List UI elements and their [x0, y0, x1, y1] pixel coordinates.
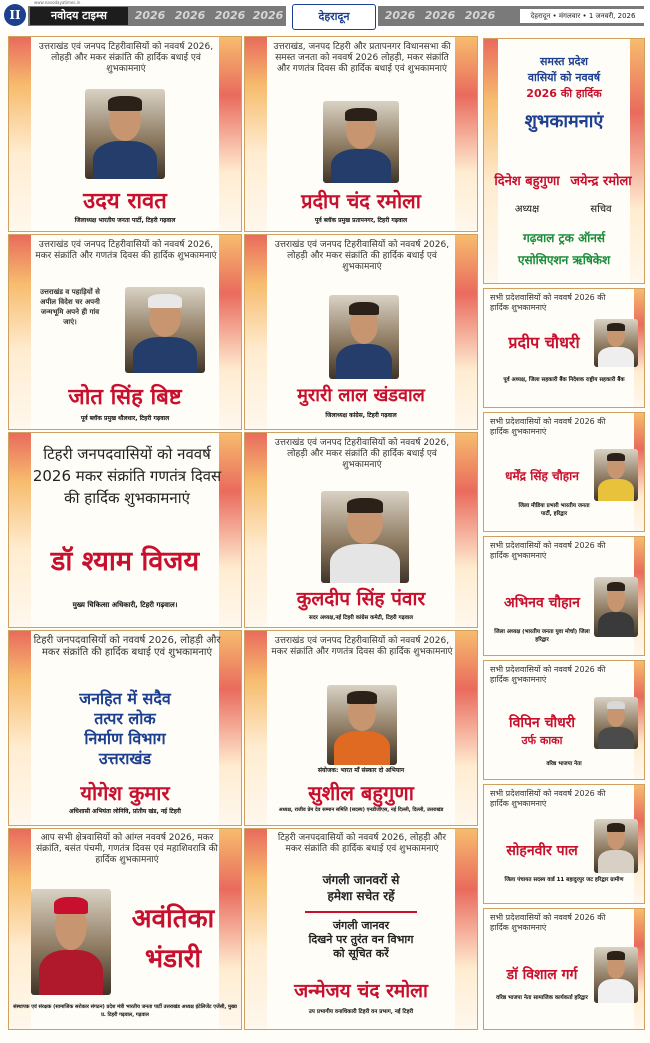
slogan-line: जनहित में सदैव: [79, 689, 171, 708]
person-name: सुशील बहुगुणा: [308, 781, 414, 805]
person-role: अध्यक्ष: [514, 204, 540, 215]
person-photo: [329, 295, 399, 379]
person-photo: [85, 89, 165, 179]
person-photo: [594, 819, 638, 873]
year-badge: 2026: [464, 9, 496, 22]
masthead-title: नवोदय टाइम्स: [30, 7, 128, 25]
person-name: जयेन्द्र रमोला: [570, 174, 632, 189]
person-designation: जिला पंचायत सदस्य वार्ड 11 बहादुरपुर जट हरिद्वार ग्रामीण: [504, 877, 624, 883]
greeting-ad: [483, 288, 645, 408]
slogan-line: निर्माण विभाग: [84, 729, 166, 748]
slogan-line: तत्पर लोक: [94, 709, 156, 728]
person-designation: अधिशासी अभियंता लोनिवि, प्रांतीय खंड, नई टिहरी: [69, 808, 181, 815]
page-header: [0, 0, 650, 32]
organization-name: एसोसिएशन ऋषिकेश: [517, 253, 611, 267]
greeting-message: आप सभी क्षेत्रवासियों को आंग्ल नववर्ष 2026, मकर संक्रांति, बसंत पंचमी, गणतंत्र दिवस एवं महाशिवरात्रि की हार्दिक शुभकामनाएं: [36, 833, 218, 865]
person-designation: जिलाध्यक्ष कांग्रेस, टिहरी गढ़वाल: [325, 412, 397, 419]
truck-association-ad: [483, 38, 645, 284]
person-photo: [31, 889, 111, 995]
greeting-message: सभी प्रदेशवासियों को नववर्ष 2026 की हार्दिक शुभकामनाएं: [490, 293, 606, 312]
greeting-ad: [483, 908, 645, 1030]
greeting-ad: [483, 784, 645, 904]
lantern-decoration: [9, 829, 31, 1029]
person-name: मुरारी लाल खंडवाल: [297, 385, 425, 406]
person-designation: उप प्रभागीय वनाधिकारी टिहरी वन प्रभाग, नई टिहरी: [308, 1009, 414, 1015]
greeting-ad: [244, 234, 478, 430]
greeting-message: उत्तराखंड एवं जनपद टिहरीवासियों को नववर्ष 2026, लोहड़ी और मकर संक्रांति की हार्दिक बधाई एवं शुभकामनाएं: [38, 42, 214, 74]
person-name: अवंतिका: [131, 904, 215, 934]
greeting-message: सभी प्रदेशवासियों को नववर्ष 2026 की हार्दिक शुभकामनाएं: [490, 541, 606, 560]
year-badge: 2026: [214, 9, 246, 22]
website-url: www.navodayatimes.in: [34, 0, 81, 5]
greeting-message: उत्तराखंड, जनपद टिहरी और प्रतापनगर विधानसभा की समस्त जनता को नववर्ष 2026 लोहड़ी, मकर संक्रांति और गणतंत्र दिवस की हार्दिक बधाई एवं शुभकामनाएं: [273, 42, 451, 74]
greeting-message: टिहरी जनपदवासियों को नववर्ष 2026 मकर संक्रांति गणतंत्र दिवस की हार्दिक शुभकामनाएं: [32, 445, 222, 507]
person-photo: [594, 577, 638, 637]
person-photo: [321, 491, 409, 583]
headline-line: समस्त प्रदेश: [540, 55, 588, 68]
person-name: दिनेश बहुगुणा: [494, 174, 560, 189]
person-photo: [323, 101, 399, 183]
person-designation: जिलाध्यक्ष भारतीय जनता पार्टी, टिहरी गढ़वाल: [74, 217, 176, 224]
person-photo: [594, 697, 638, 749]
greeting-message: सभी प्रदेशवासियों को नववर्ष 2026 की हार्दिक शुभकामनाएं: [490, 789, 606, 808]
person-designation: मुख्य चिकित्सा अधिकारी, टिहरी गढ़वाल।: [72, 601, 178, 609]
person-photo: [125, 287, 205, 373]
section-title: देहरादून: [292, 4, 376, 30]
person-name: सोहनवीर पाल: [506, 843, 578, 859]
person-designation: वरिष्ठ भाजपा नेता: [546, 761, 582, 767]
year-badge: 2026: [174, 9, 206, 22]
person-name: धर्मेंद्र सिंह चौहान: [505, 469, 579, 483]
greeting-ad: [8, 630, 242, 826]
person-designation: पूर्व ब्लॉक प्रमुख प्रतापनगर, टिहरी गढ़वाल: [314, 217, 408, 224]
slogan-line: दिखने पर तुरंत वन विभाग: [308, 933, 414, 946]
person-designation: पूर्व ब्लॉक प्रमुख थौलधार, टिहरी गढ़वाल: [80, 415, 170, 422]
person-designation: जिला अध्यक्ष (भारतीय जनता युवा मोर्चा) जिला हरिद्वार: [494, 629, 590, 643]
person-name: जन्मेजय चंद रमोला: [294, 980, 428, 1002]
person-name: डॉ श्याम विजय: [50, 546, 200, 577]
person-name: डॉ विशाल गर्ग: [506, 967, 578, 983]
greeting-message: सभी प्रदेशवासियों को नववर्ष 2026 की हार्दिक शुभकामनाएं: [490, 665, 606, 684]
year-badge: 2026: [134, 9, 166, 22]
person-designation: अध्यक्ष, राजीव प्रेम देव सम्मान समिति (सदस्य) एनडीजीएस, नई दिल्ली, दिल्ली, उत्तराखंड: [278, 807, 444, 813]
organization-name: गढ़वाल ट्रक ऑनर्स: [522, 231, 606, 245]
person-name: उदय रावत: [83, 188, 167, 214]
headline-line: 2026 की हार्दिक: [526, 87, 602, 100]
person-name: अभिनव चौहान: [504, 595, 580, 611]
photo-caption: संयोजक: भारत माँ संस्कार दो अभियान: [317, 767, 405, 774]
greeting-message: उत्तराखंड एवं जनपद टिहरीवासियों को नववर्ष 2026, मकर संक्रांति और गणतंत्र दिवस की हार्दिक शुभकामनाएं: [271, 636, 453, 657]
person-designation: संस्थापक एवं संरक्षक (सामाजिक सरोकार संगठन) प्रदेश मंत्री भारतीय जनता पार्टी उत्तराखंड अध्यक्ष इंटेलिजेंट एजेंसी, मुख्य प्र. टिहरी गढ़वाल, गढ़वाल: [13, 1004, 237, 1018]
greeting-ad: [8, 36, 242, 232]
lantern-decoration: [9, 433, 31, 627]
greeting-ad: [8, 432, 242, 628]
greeting-message: सभी प्रदेशवासियों को नववर्ष 2026 की हार्दिक शुभकामनाएं: [490, 417, 606, 436]
slogan-line: हमेशा सचेत रहें: [327, 889, 395, 903]
appeal-text: उत्तराखंड व पहाड़ियों से अपील विदेश चर अपनी जन्मभूमि अपने ही गांव जाएं।: [40, 288, 100, 326]
slogan-line: को सूचित करें: [333, 947, 389, 960]
person-name: विपिन चौधरी: [508, 715, 576, 731]
person-designation: जिला मीडिया प्रभारी भारतीय जनता पार्टी, हरिद्वार: [518, 503, 590, 517]
year-badge: 2026: [384, 9, 416, 22]
headline-greeting: शुभकामनाएं: [524, 111, 604, 132]
greeting-message: उत्तराखंड एवं जनपद टिहरीवासियों को नववर्ष 2026, लोहड़ी और मकर संक्रांति की हार्दिक बधाई एवं शुभकामनाएं: [274, 240, 450, 272]
greeting-message: टिहरी जनपदवासियों को नववर्ष 2026, लोहड़ी और मकर संक्रांति की हार्दिक बधाई एवं शुभकामनाएं: [33, 635, 221, 658]
person-name: जोत सिंह बिष्ट: [68, 384, 182, 410]
greeting-message: टिहरी जनपदवासियों को नववर्ष 2026, लोहड़ी और मकर संक्रांति की हार्दिक बधाई एवं शुभकामनाएं: [277, 833, 447, 854]
greeting-ad: [483, 660, 645, 780]
person-photo: [594, 947, 638, 1003]
year-badge: 2026: [252, 9, 284, 22]
slogan-line: जंगली जानवर: [332, 919, 390, 932]
year-badge: 2026: [424, 9, 456, 22]
person-designation: पूर्व अध्यक्ष, जिला सहकारी बैंक निदेशक राष्ट्रीय सहकारी बैंक: [503, 377, 625, 383]
divider: [305, 911, 417, 913]
dateline: देहरादून • मंगलवार • 1 जनवरी, 2026: [520, 9, 646, 23]
greeting-message: उत्तराखंड एवं जनपद टिहरीवासियों को नववर्ष 2026, मकर संक्रांति और गणतंत्र दिवस की हार्दिक शुभकामनाएं: [35, 240, 217, 261]
greeting-ad: [483, 412, 645, 532]
slogan-line: जंगली जानवरों से: [322, 873, 400, 887]
person-name: कुलदीप सिंह पंवार: [296, 588, 426, 610]
person-name: योगेश कुमार: [80, 781, 170, 805]
person-name: प्रदीप चौधरी: [508, 333, 580, 352]
person-photo: [594, 319, 638, 367]
person-name: भंडारी: [144, 944, 202, 974]
person-photo: [594, 449, 638, 501]
person-name: प्रदीप चंद रमोला: [301, 189, 421, 213]
person-designation: वरिष्ठ भाजपा नेता सामाजिक कार्यकर्ता हरिद्वार: [496, 995, 588, 1001]
greeting-ad: [244, 630, 478, 826]
greeting-ad: [8, 234, 242, 430]
greeting-ad: [244, 828, 478, 1030]
person-nickname: उर्फ काका: [521, 734, 563, 747]
greeting-ad: [244, 432, 478, 628]
greeting-message: सभी प्रदेशवासियों को नववर्ष 2026 की हार्दिक शुभकामनाएं: [490, 913, 606, 932]
person-designation: सदर अध्यक्ष,नई टिहरी कांग्रेस कमेटी, टिहरी गढ़वाल: [309, 615, 413, 621]
greeting-ad: [244, 36, 478, 232]
greeting-ad: [8, 828, 242, 1030]
page-number-badge: II: [4, 4, 26, 26]
headline-line: वासियों को नववर्ष: [527, 71, 601, 84]
person-role: सचिव: [590, 204, 612, 215]
slogan-line: उत्तराखंड: [98, 749, 152, 768]
greeting-ad: [483, 536, 645, 656]
person-photo: [327, 685, 397, 765]
greeting-message: उत्तराखंड एवं जनपद टिहरीवासियों को नववर्ष 2026, लोहड़ी और मकर संक्रांति की हार्दिक बधाई एवं शुभकामनाएं: [274, 438, 450, 470]
